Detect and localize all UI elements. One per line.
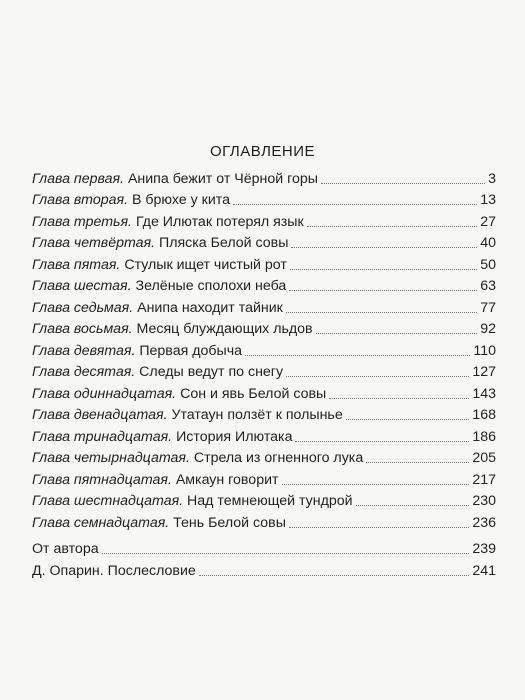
toc-entry [32,403,496,425]
page-number: 241 [472,562,496,579]
dot-leader [321,183,485,184]
page-number: 13 [480,192,496,208]
dot-leader [286,312,477,313]
toc-entry-label [32,386,329,403]
chapter-number: Глава девятая. [32,342,136,359]
page-number: 230 [472,493,496,509]
chapter-title: Сон и явь Белой совы [176,385,327,402]
toc-entry-label: От автора [32,541,99,557]
toc-entry-label [32,364,286,381]
dot-leader [307,226,478,227]
dot-leader [289,290,477,291]
dot-leader [245,355,470,356]
chapter-number: Глава пятнадцатая. [32,471,172,488]
chapter-number: Глава шестнадцатая. [32,493,184,509]
toc-entry-afterword [32,558,496,580]
chapter-number: Глава пятая. [32,256,121,273]
dot-leader [233,204,477,205]
page-number: 92 [480,321,496,337]
page-number: 168 [472,407,496,423]
toc-entry [32,381,496,403]
chapter-number: Глава тринадцатая. [32,428,173,445]
dot-leader [290,269,477,270]
dot-leader [286,376,469,377]
toc-entry-label [32,257,290,274]
toc-entry [32,209,496,231]
chapter-title: Тень Белой совы [169,514,286,531]
dot-leader [199,575,470,576]
chapter-title: Пляска Белой совы [155,235,289,251]
toc-entry-label [32,171,321,188]
chapter-number: Глава четвёртая. [32,235,156,251]
toc-entry [32,510,496,532]
chapter-number: Глава вторая. [32,192,129,208]
chapter-title: Стрела из огненного лука [189,450,364,466]
toc-entry [32,188,496,210]
toc-entry-label [32,515,289,532]
page-number: 27 [480,213,496,230]
toc-entry-label [32,300,286,317]
toc-entry-label [32,214,307,231]
page-number: 50 [480,256,496,273]
toc-entry-label [32,429,295,446]
toc-entry-label [32,343,245,360]
page-number: 127 [472,364,496,380]
toc-entry [32,274,496,296]
chapter-number: Глава первая. [32,170,125,187]
chapter-title: Где Илютак потерял язык [132,213,304,230]
chapter-title: Месяц блуждающих льдов [132,321,313,337]
toc-entry-label [32,472,282,489]
toc-entry [32,317,496,339]
chapter-number: Глава восьмая. [32,321,133,337]
chapter-title: Зелёные сполохи неба [131,278,287,294]
chapter-title: Следы ведут по снегу [135,364,284,380]
dot-leader [295,441,469,442]
page-number: 217 [472,471,496,488]
toc-entry [32,424,496,446]
page-number: 40 [480,235,496,251]
toc-entry-label [32,321,316,338]
chapter-title: Первая добыча [135,342,242,359]
chapter-number: Глава седьмая. [32,299,134,316]
chapter-title: Над темнеющей тундрой [183,493,353,509]
toc-entry-label [32,192,233,209]
dot-leader [316,333,478,334]
dot-leader [356,505,470,506]
toc-entry [32,446,496,468]
table-of-contents [32,166,496,580]
chapter-title: Утатаун ползёт к полынье [167,407,343,423]
toc-entry-label [32,407,346,424]
toc-entry [32,467,496,489]
dot-leader [291,247,477,248]
toc-entry [32,295,496,317]
toc-entry-label [32,493,356,510]
toc-entry-label: Д. Опарин. Послесловие [32,562,196,579]
chapter-title: Стулык ищет чистый рот [120,256,287,273]
chapter-number: Глава шестая. [32,278,132,294]
toc-entry-author-note [32,537,496,559]
chapter-number: Глава третья. [32,213,132,230]
chapter-number: Глава двенадцатая. [32,407,168,423]
toc-entry [32,231,496,253]
page-number: 77 [480,299,496,316]
page-number: 3 [488,170,496,187]
toc-entry [32,338,496,360]
toc-title: ОГЛАВЛЕНИЕ [209,143,316,160]
chapter-title: Амкаун говорит [171,471,279,488]
chapter-number: Глава одиннадцатая. [32,385,177,402]
dot-leader [282,484,470,485]
page-number: 236 [472,514,496,531]
chapter-title: Анипа бежит от Чёрной горы [124,170,318,187]
chapter-number: Глава семнадцатая. [32,514,170,531]
toc-entry [32,360,496,382]
dot-leader [366,462,469,463]
dot-leader [329,398,469,399]
dot-leader [346,419,470,420]
chapter-title: История Илютака [172,428,293,445]
chapter-number: Глава десятая. [32,364,136,380]
chapter-number: Глава четырнадцатая. [32,450,190,466]
chapter-title: Анипа находит тайник [133,299,283,316]
toc-entry [32,252,496,274]
toc-entry-label [32,450,366,467]
page-number: 63 [480,278,496,294]
dot-leader [289,527,469,528]
toc-entry [32,166,496,188]
page-number: 110 [473,342,496,359]
page-number: 239 [472,541,496,557]
toc-entry-label [32,278,289,295]
page-number: 205 [472,450,496,466]
toc-entry [32,489,496,511]
page-number: 186 [472,428,496,445]
chapter-title: В брюхе у кита [128,192,231,208]
page-number: 143 [472,385,496,402]
toc-entry-label [32,235,291,252]
dot-leader [102,553,470,554]
